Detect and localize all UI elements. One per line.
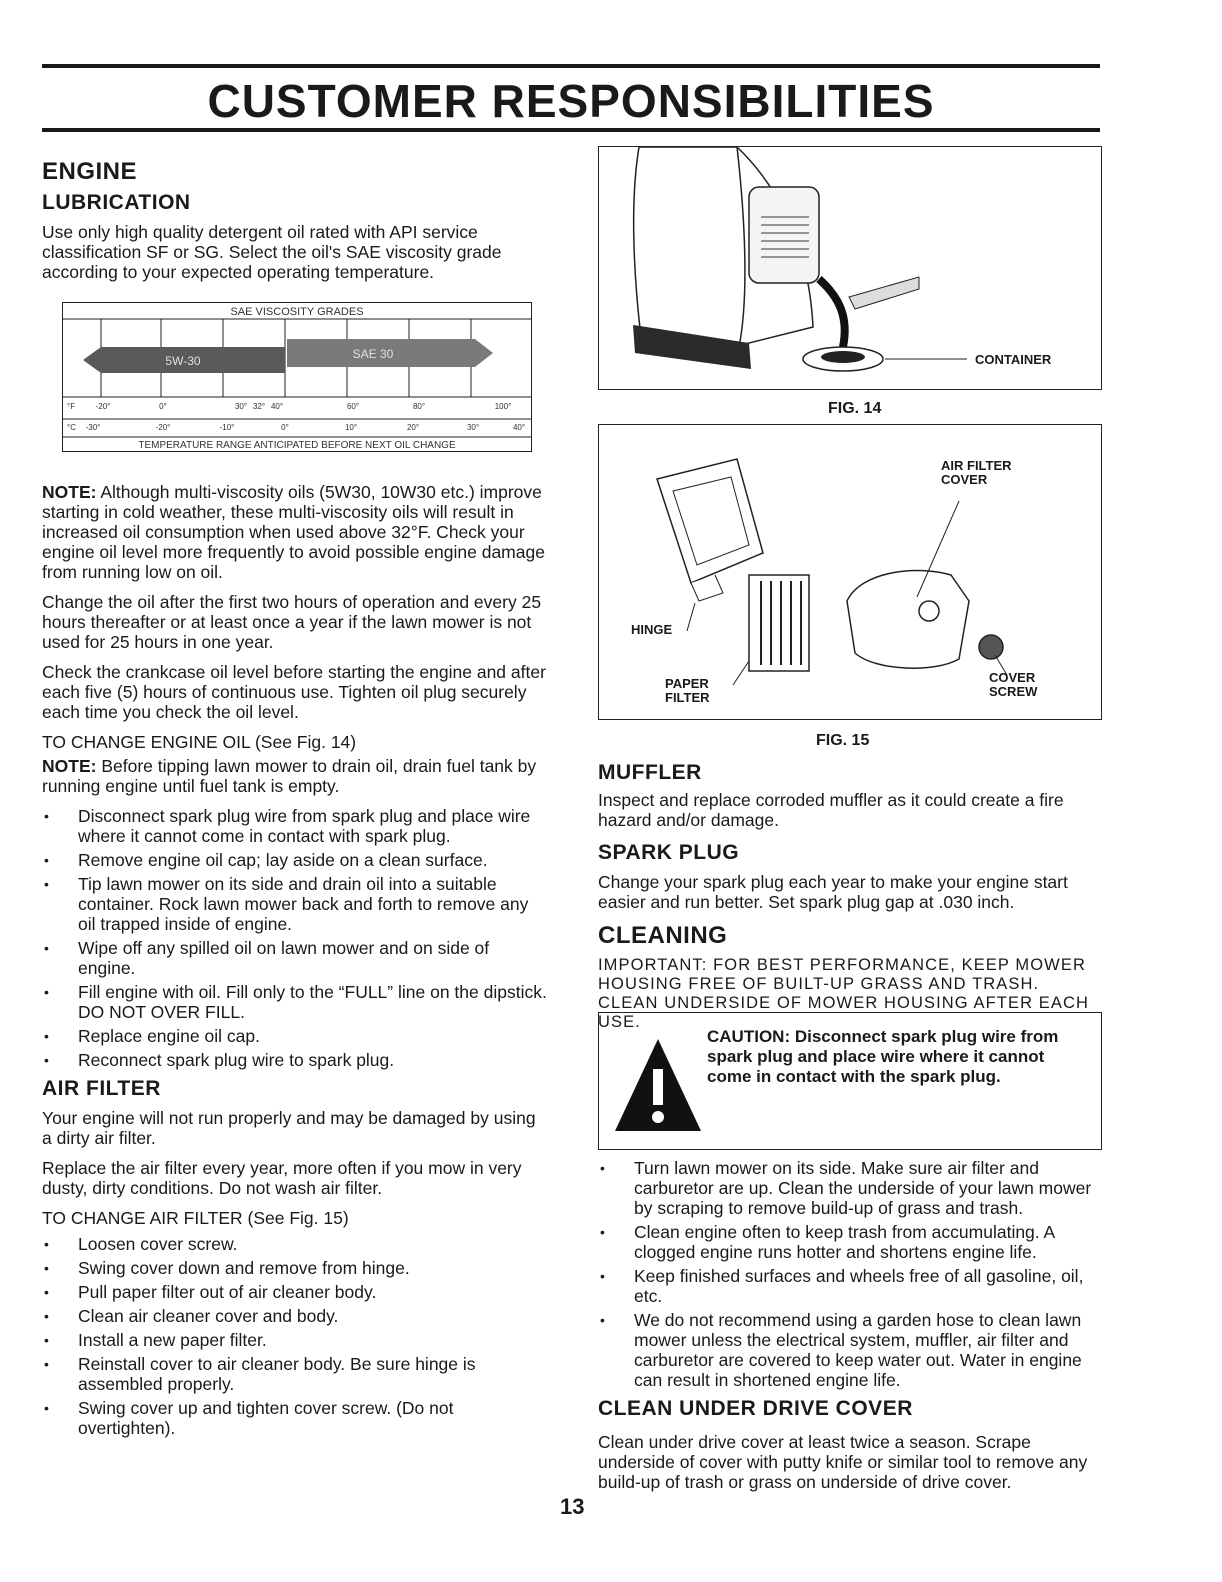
exclamation-dot bbox=[652, 1111, 664, 1123]
screw-boss bbox=[919, 601, 939, 621]
exclamation-bar bbox=[653, 1069, 663, 1105]
hinge-leader bbox=[687, 603, 695, 631]
f-tick-label: 40° bbox=[270, 402, 284, 411]
left-column bbox=[42, 158, 548, 292]
f-tick-label: 0° bbox=[159, 402, 167, 411]
note-label: NOTE: bbox=[42, 756, 97, 776]
drive-cover-text: Clean under drive cover at least twice a season. Scrape underside of cover with putty knife or similar tool to remove any build-up of trash or grass on underside of drive cover. bbox=[598, 1432, 1088, 1492]
muffler-heading: MUFFLER bbox=[598, 761, 702, 784]
air-filter-heading: AIR FILTER bbox=[42, 1077, 161, 1100]
5w30-label: 5W-30 bbox=[165, 354, 201, 368]
f-tick-label: 32° bbox=[252, 402, 266, 411]
cleaning-heading: CLEANING bbox=[598, 922, 728, 949]
note-label: NOTE: bbox=[42, 482, 97, 502]
lubrication-text: Use only high quality detergent oil rated with API service classification SF or SG. Select the oil's SAE viscosity grade according to your expected operating temperature. bbox=[42, 222, 502, 282]
fig14-caption: FIG. 14 bbox=[828, 400, 882, 417]
note-multi-viscosity bbox=[42, 482, 548, 582]
paper-filter-label: PAPER FILTER bbox=[665, 676, 710, 705]
engine-block bbox=[749, 187, 819, 283]
sae-chart-title: SAE VISCOSITY GRADES bbox=[230, 306, 364, 318]
list-item: • We do not recommend using a garden hose to clean lawn mower unless the electrical system, muffler, air filter and carburetor are covered to keep water out. Water in engine can result in shortened engine life. bbox=[598, 1310, 1102, 1390]
list-item: • Install a new paper filter. bbox=[42, 1330, 548, 1350]
left-column-continued bbox=[42, 482, 548, 1444]
note-text: Although multi-viscosity oils (5W30, 10W30 etc.) improve starting in cold weather, these multi-viscosity oils will result in increased oil consumption when used above 32°F. Check your engine oil level more frequently to avoid possible engine damage from running low on oil. bbox=[42, 482, 545, 582]
figure-14 bbox=[598, 146, 1102, 390]
list-item: • Wipe off any spilled oil on lawn mower and on side of engine. bbox=[42, 938, 548, 978]
c-tick-label: 30° bbox=[466, 423, 480, 432]
list-item: • Turn lawn mower on its side. Make sure air filter and carburetor are up. Clean the underside of your lawn mower by scraping to remove build-up of grass and trash. bbox=[598, 1158, 1102, 1218]
c-unit: °C bbox=[67, 423, 76, 432]
figure-15 bbox=[598, 424, 1102, 720]
mower-side bbox=[634, 147, 745, 347]
drive-cover-heading: CLEAN UNDER DRIVE COVER bbox=[598, 1397, 913, 1420]
c-tick-label: -20° bbox=[155, 423, 171, 432]
list-item: • Fill engine with oil. Fill only to the “FULL” line on the dipstick. DO NOT OVER FILL. bbox=[42, 982, 548, 1022]
list-item: • Disconnect spark plug wire from spark plug and place wire where it cannot come in contact with spark plug. bbox=[42, 806, 548, 846]
oil-stream bbox=[819, 279, 845, 347]
to-change-filter-heading: TO CHANGE AIR FILTER (See Fig. 15) bbox=[42, 1208, 349, 1228]
engine-heading: ENGINE bbox=[42, 158, 138, 185]
list-item: • Loosen cover screw. bbox=[42, 1234, 548, 1254]
list-item: • Clean air cleaner cover and body. bbox=[42, 1306, 548, 1326]
f-tick-label: 80° bbox=[412, 402, 426, 411]
list-item: • Swing cover down and remove from hinge. bbox=[42, 1258, 548, 1278]
page-number: 13 bbox=[560, 1494, 585, 1519]
list-item: • Keep finished surfaces and wheels free of all gasoline, oil, etc. bbox=[598, 1266, 1102, 1306]
air-filter-cover-label: AIR FILTER COVER bbox=[941, 458, 1012, 487]
note-before-tipping bbox=[42, 756, 548, 796]
sae-chart-graphic bbox=[63, 303, 531, 451]
note-text: Before tipping lawn mower to drain oil, drain fuel tank by running engine until fuel tank is empty. bbox=[42, 756, 537, 796]
c-tick-label: 10° bbox=[344, 423, 358, 432]
hinge-label: HINGE bbox=[631, 622, 673, 637]
list-item: • Reinstall cover to air cleaner body. Be sure hinge is assembled properly. bbox=[42, 1354, 548, 1394]
important-notice: IMPORTANT: FOR BEST PERFORMANCE, KEEP MOWER HOUSING FREE OF BUILT-UP GRASS AND TRASH. CLEAN UNDERSIDE OF MOWER HOUSING AFTER EACH USE. bbox=[598, 956, 1090, 1031]
cleaning-steps bbox=[598, 1158, 1102, 1390]
c-tick-labels bbox=[86, 423, 525, 432]
right-column-continued bbox=[598, 1158, 1102, 1502]
warning-icon bbox=[613, 1035, 703, 1135]
list-item: • Replace engine oil cap. bbox=[42, 1026, 548, 1046]
paper-filter-leader bbox=[733, 661, 749, 685]
c-tick-label: 0° bbox=[281, 423, 289, 432]
list-item: • Tip lawn mower on its side and drain oil into a suitable container. Rock lawn mower back and forth to remove any oil trapped inside of engine. bbox=[42, 874, 548, 934]
cover-screw-label: COVER SCREW bbox=[989, 670, 1038, 699]
f-tick-label: 100° bbox=[494, 402, 512, 411]
muffler-text: Inspect and replace corroded muffler as it could create a fire hazard and/or damage. bbox=[598, 790, 1064, 830]
f-tick-label: 30° bbox=[234, 402, 248, 411]
handle bbox=[849, 277, 919, 309]
f-tick-label: 60° bbox=[346, 402, 360, 411]
list-item: • Reconnect spark plug wire to spark plug. bbox=[42, 1050, 548, 1070]
container-oil bbox=[821, 351, 865, 363]
title-rule bbox=[42, 128, 1100, 132]
caution-box bbox=[598, 1012, 1102, 1150]
spark-plug-text: Change your spark plug each year to make your engine start easier and run better. Set spark plug gap at .030 inch. bbox=[598, 872, 1068, 912]
fig15-caption: FIG. 15 bbox=[816, 732, 870, 749]
top-rule bbox=[42, 64, 1100, 68]
f-tick-labels bbox=[96, 402, 512, 411]
check-crankcase-text: Check the crankcase oil level before starting the engine and after each five (5) hours of continuous use. Tighten oil plug securely each time you check the oil level. bbox=[42, 662, 546, 722]
cover-screw-icon bbox=[979, 635, 1003, 659]
to-change-oil-heading: TO CHANGE ENGINE OIL (See Fig. 14) bbox=[42, 732, 357, 752]
c-tick-label: -10° bbox=[219, 423, 235, 432]
container-label: CONTAINER bbox=[975, 352, 1052, 367]
right-column bbox=[598, 760, 1102, 1042]
f-tick-label: -20° bbox=[95, 402, 111, 411]
air-filter-steps bbox=[42, 1234, 548, 1438]
spark-plug-heading: SPARK PLUG bbox=[598, 841, 740, 864]
sae-viscosity-chart bbox=[62, 302, 532, 452]
list-item: • Pull paper filter out of air cleaner body. bbox=[42, 1282, 548, 1302]
list-item: • Clean engine often to keep trash from accumulating. A clogged engine runs hotter and shortens engine life. bbox=[598, 1222, 1102, 1262]
change-oil-text: Change the oil after the first two hours of operation and every 25 hours thereafter or at least once a year if the lawn mower is not used for 25 hours in one year. bbox=[42, 592, 542, 652]
c-tick-label: -30° bbox=[85, 423, 101, 432]
f-unit: °F bbox=[67, 402, 76, 411]
c-tick-label: 40° bbox=[512, 423, 526, 432]
caution-text: CAUTION: Disconnect spark plug wire from spark plug and place wire where it cannot come in contact with the spark plug. bbox=[707, 1027, 1059, 1086]
oil-change-steps bbox=[42, 806, 548, 1070]
page-title: CUSTOMER RESPONSIBILITIES bbox=[207, 75, 935, 127]
air-cleaner-body bbox=[847, 571, 969, 669]
sae30-label: SAE 30 bbox=[352, 347, 394, 361]
lubrication-heading: LUBRICATION bbox=[42, 191, 191, 214]
c-tick-label: 20° bbox=[406, 423, 420, 432]
air-filter-text-2: Replace the air filter every year, more often if you mow in very dusty, dirty conditions. Do not wash air filter. bbox=[42, 1158, 522, 1198]
list-item: • Swing cover up and tighten cover screw. (Do not overtighten). bbox=[42, 1398, 548, 1438]
sae-chart-footer: TEMPERATURE RANGE ANTICIPATED BEFORE NEXT OIL CHANGE bbox=[138, 440, 456, 451]
list-item: • Remove engine oil cap; lay aside on a clean surface. bbox=[42, 850, 548, 870]
air-filter-text-1: Your engine will not run properly and may be damaged by using a dirty air filter. bbox=[42, 1108, 536, 1148]
